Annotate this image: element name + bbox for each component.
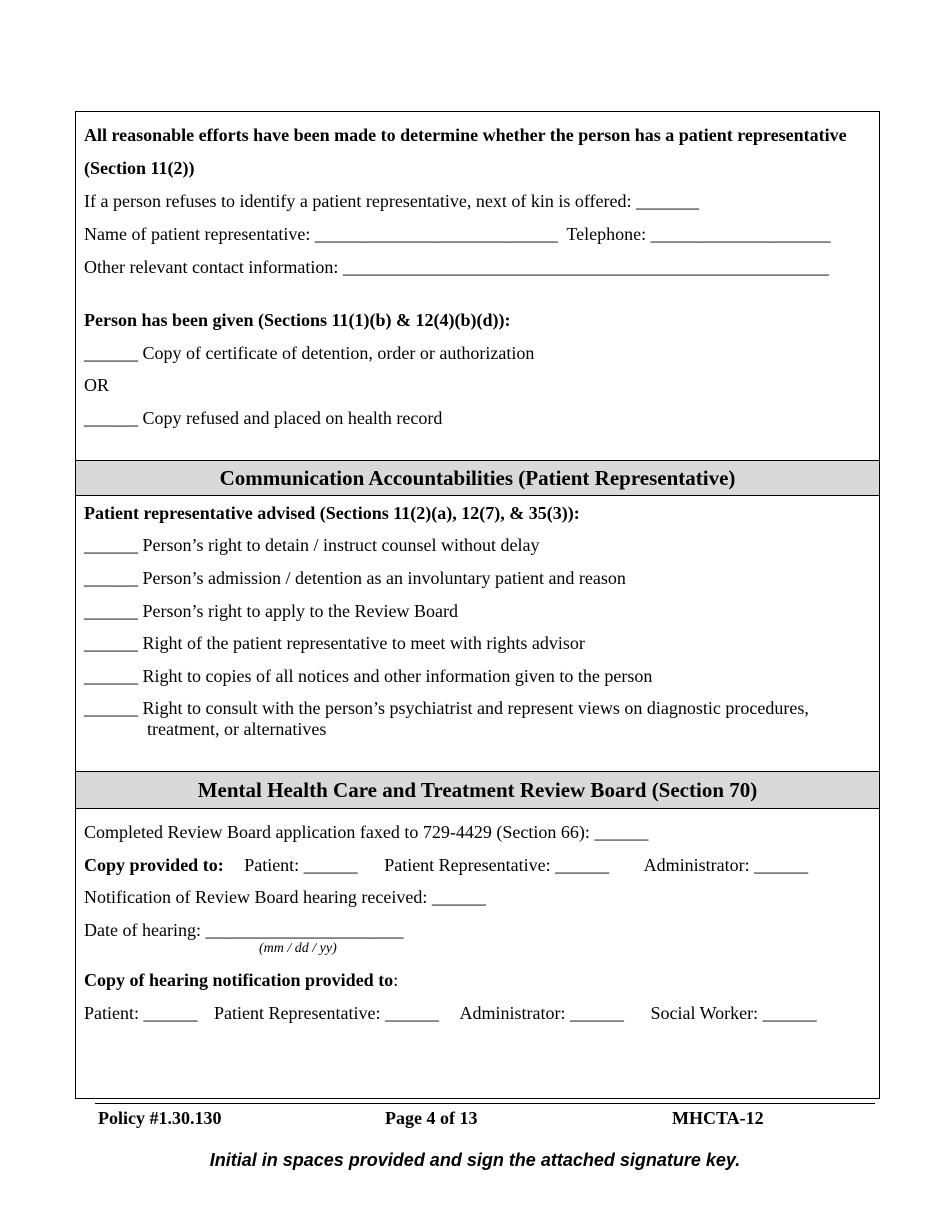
hearing-rep-field: Patient Representative: ______ [214,1003,439,1023]
or-label: OR [84,375,110,395]
advised-item-continuation: treatment, or alternatives [147,719,327,739]
copy-provided-label: Copy provided to: [84,855,224,875]
hearing-copy-label: Copy of hearing notification provided to [84,970,394,990]
signature-instruction: Initial in spaces provided and sign the attached signature key. [209,1150,741,1170]
hearing-copy-line [84,1002,817,1024]
section-heading-rep-efforts-cont: (Section 11(2)) [84,158,195,178]
section-heading-rep-efforts: All reasonable efforts have been made to determine whether the person has a patient representative [84,125,847,145]
advised-item: ______ Right of the patient representative to meet with rights advisor [84,633,585,653]
advised-item: ______ Person’s admission / detention as an involuntary patient and reason [84,568,626,588]
hearing-social-worker-field: Social Worker: ______ [650,1003,817,1023]
advised-item: ______ Right to consult with the person’s psychiatrist and represent views on diagnostic procedures, [84,698,809,718]
advised-item: ______ Person’s right to apply to the Review Board [84,601,458,621]
footer-page-number: Page 4 of 13 [385,1108,478,1128]
other-contact-line: Other relevant contact information: ______________________________________________________ [84,257,829,277]
band-communication-accountabilities: Communication Accountabilities (Patient Representative) [76,460,879,496]
hearing-patient-field: Patient: ______ [84,1003,198,1023]
review-board-faxed-line: Completed Review Board application faxed to 729-4429 (Section 66): ______ [84,822,649,842]
advised-item: ______ Person’s right to detain / instruct counsel without delay [84,535,540,555]
copy-rep-field: Patient Representative: ______ [384,855,610,875]
rep-name-field: Name of patient representative: ___________________________ [84,224,558,244]
section-heading-rep-advised: Patient representative advised (Sections 11(2)(a), 12(7), & 35(3)): [84,503,580,523]
hearing-copy-heading [84,969,398,991]
rep-telephone-field: Telephone: ____________________ [566,224,831,244]
copy-provided-line [84,854,808,876]
rep-name-line [84,223,831,245]
given-certificate-item: ______ Copy of certificate of detention, order or authorization [84,343,535,363]
given-refused-item: ______ Copy refused and placed on health record [84,408,443,428]
section-heading-given: Person has been given (Sections 11(1)(b) & 12(4)(b)(d)): [84,310,511,330]
next-of-kin-line: If a person refuses to identify a patient representative, next of kin is offered: _______ [84,191,699,211]
date-of-hearing-line: Date of hearing: ______________________ [84,920,404,940]
footer-divider [95,1103,875,1104]
footer-form-code: MHCTA-12 [672,1108,764,1128]
band-review-board: Mental Health Care and Treatment Review Board (Section 70) [76,771,879,809]
copy-admin-field: Administrator: ______ [643,855,809,875]
hearing-admin-field: Administrator: ______ [459,1003,624,1023]
footer-policy-number: Policy #1.30.130 [98,1108,222,1128]
date-format-hint: (mm / dd / yy) [259,941,337,956]
form-box [75,111,880,1099]
hearing-copy-colon: : [393,970,399,990]
advised-item: ______ Right to copies of all notices and other information given to the person [84,666,653,686]
copy-patient-field: Patient: ______ [244,855,358,875]
hearing-notification-line: Notification of Review Board hearing received: ______ [84,887,486,907]
